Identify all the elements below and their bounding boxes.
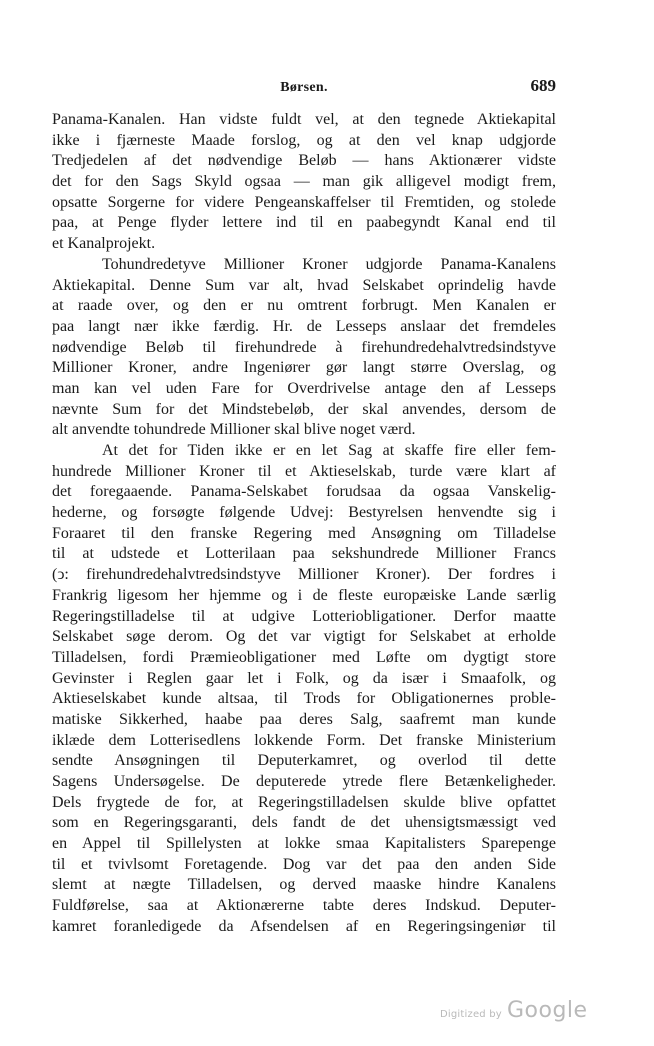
page-number: 689	[530, 76, 556, 95]
text-line: et Kanalprojekt.	[52, 235, 156, 253]
text-line: Gevinster i Reglen gaar let i Folk, og da især i Smaafolk, og	[52, 669, 556, 687]
text-line: til et tvivlsomt Foretagende. Dog var det paa den anden Side	[52, 855, 556, 873]
text-line: en Appel til Spillelysten at lokke smaa Kapitalisters Sparepenge	[52, 835, 556, 853]
text-line: Panama-Kanalen. Han vidste fuldt vel, at den tegnede Aktiekapital	[52, 111, 556, 128]
text-line: alt anvendte tohundrede Millioner skal blive noget værd.	[52, 421, 416, 439]
text-line: sendte Ansøgningen til Deputerkamret, og overlod til dette	[52, 752, 556, 770]
body-text	[52, 110, 556, 938]
text-line: Frankrig ligesom her hjemme og i de fleste europæiske Lande særlig	[52, 586, 556, 604]
text-line: Regeringstilladelse til at udgive Lotteriobligationer. Derfor maatte	[52, 607, 556, 625]
text-line: paa langt nær ikke færdig. Hr. de Lesseps anslaar det fremdeles	[52, 317, 556, 335]
text-line: nævnte Sum for det Mindstebeløb, der skal anvendes, dersom de	[52, 400, 556, 418]
google-logo: Google	[507, 998, 588, 1023]
text-line: man kan vel uden Fare for Overdrivelse antage den af Lesseps	[52, 379, 556, 397]
text-line: At det for Tiden ikke er en let Sag at skaffe fire eller fem-	[102, 442, 556, 459]
text-line: matiske Sikkerhed, haabe paa deres Salg, saafremt man kunde	[52, 710, 556, 728]
text-line: ikke i fjærneste Maade forslog, og at den vel knap udgjorde	[52, 131, 556, 149]
text-line: hundrede Millioner Kroner til et Aktieselskab, turde være klart af	[52, 462, 556, 480]
text-line: Tredjedelen af det nødvendige Beløb — hans Aktionærer vidste	[52, 152, 556, 170]
text-line: Millioner Kroner, andre Ingeniører gør langt større Overslag, og	[52, 359, 556, 377]
text-line: nødvendige Beløb til firehundrede à firehundredehalvtredsindstyve	[52, 338, 556, 356]
watermark-prefix: Digitized by	[440, 1009, 502, 1020]
text-line: at raade over, og den er nu omtrent forbrugt. Men Kanalen er	[52, 297, 556, 315]
text-line: Aktieselskabet kunde altsaa, til Trods for Obligationernes proble-	[52, 690, 556, 708]
text-line: slemt at nægte Tilladelsen, og derved maaske hindre Kanalens	[52, 876, 556, 894]
text-line: Sagens Undersøgelse. De deputerede ytrede flere Betænkeligheder.	[52, 773, 556, 790]
page-header	[52, 76, 556, 102]
text-line: opsatte Sorgerne for videre Pengeanskaffelser til Fremtiden, og stolede	[52, 193, 556, 211]
running-title: Børsen.	[280, 80, 328, 95]
text-line: det for den Sags Skyld ogsaa — man gik alligevel modigt frem,	[52, 173, 556, 191]
text-line: Tohundredetyve Millioner Kroner udgjorde Panama-Kanalens	[102, 255, 556, 273]
digitized-by-google-watermark	[440, 998, 588, 1023]
text-line: paa, at Penge flyder lettere ind til en paabegyndt Kanal end til	[52, 214, 556, 232]
text-line: Foraaret til den franske Regering med Ansøgning om Tilladelse	[52, 524, 556, 542]
text-line: det foregaaende. Panama-Selskabet forudsaa da ogsaa Vanskelig-	[52, 483, 556, 501]
text-line: som en Regeringsgaranti, dels fandt de det uhensigtsmæssigt ved	[52, 814, 556, 832]
text-line: Dels frygtede de for, at Regeringstilladelsen skulde blive opfattet	[52, 793, 556, 811]
text-line: Fuldførelse, saa at Aktionærerne tabte deres Indskud. Deputer-	[52, 897, 556, 915]
text-line: Selskabet søge derom. Og det var vigtigt for Selskabet at erholde	[52, 628, 556, 646]
text-line: Tilladelsen, fordi Præmieobligationer med Løfte om dygtigt store	[52, 648, 556, 666]
text-line: hederne, og forsøgte følgende Udvej: Bestyrelsen henvendte sig i	[52, 504, 556, 522]
text-line: Aktiekapital. Denne Sum var alt, hvad Selskabet oprindelig havde	[52, 276, 556, 294]
text-line: til at udstede et Lotterilaan paa sekshundrede Millioner Francs	[52, 545, 556, 563]
text-line: (ↄ: firehundredehalvtredsindstyve Millioner Kroner). Der fordres i	[52, 566, 556, 584]
text-line: iklæde dem Lotterisedlens lokkende Form. Det franske Ministerium	[52, 731, 556, 749]
text-line: kamret foranledigede da Afsendelsen af en Regeringsingeniør til	[52, 917, 556, 935]
